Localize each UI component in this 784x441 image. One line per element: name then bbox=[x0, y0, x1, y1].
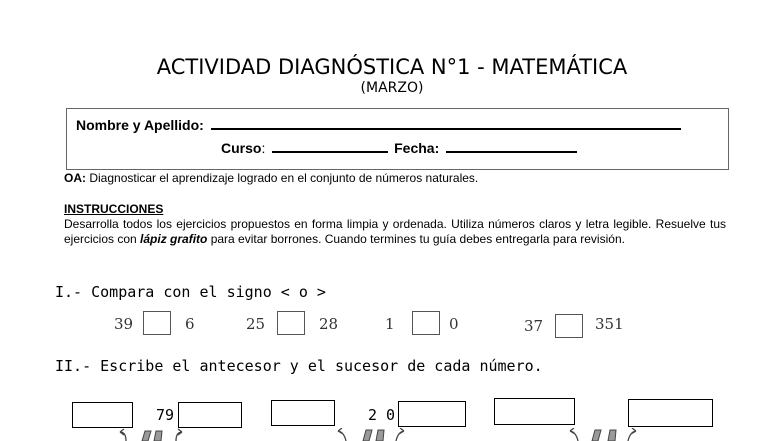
instructions-heading: INSTRUCCIONES bbox=[64, 202, 164, 216]
compare-pair-3 bbox=[385, 311, 465, 337]
compare-left: 1 bbox=[385, 315, 395, 333]
course-label: Curso bbox=[221, 140, 262, 156]
compare-pair-1 bbox=[114, 311, 204, 337]
compare-answer-box[interactable] bbox=[143, 311, 171, 335]
compare-right: 351 bbox=[595, 315, 624, 333]
objective bbox=[64, 171, 478, 185]
section1-title: I.- Compara con el signo < o > bbox=[55, 283, 326, 301]
instructions-emphasis: lápiz grafito bbox=[140, 232, 208, 246]
name-field[interactable] bbox=[211, 116, 681, 130]
objective-text: Diagnosticar el aprendizaje logrado en el conjunto de números naturales. bbox=[89, 171, 479, 185]
course-date-row bbox=[221, 139, 577, 156]
page-subtitle: (MARZO) bbox=[360, 80, 424, 96]
successor-box[interactable] bbox=[178, 402, 242, 428]
curved-arrows-icon bbox=[116, 428, 194, 441]
objective-label: OA: bbox=[64, 171, 86, 185]
predecessor-box[interactable] bbox=[72, 402, 133, 428]
successor-box[interactable] bbox=[628, 399, 713, 427]
compare-left: 39 bbox=[114, 315, 134, 333]
compare-left: 37 bbox=[524, 317, 544, 335]
student-info-box bbox=[66, 108, 729, 170]
instructions-text bbox=[64, 217, 726, 247]
given-number: 79 bbox=[156, 406, 175, 424]
page-title: ACTIVIDAD DIAGNÓSTICA N°1 - MATEMÁTICA bbox=[156, 55, 628, 79]
instructions-part1: Desarrolla todos los ejercicios propuestos en forma limpia y ordenada. Utiliza números claros y letra legible. Resuelve tus ejercicios con bbox=[64, 217, 726, 246]
course-field[interactable] bbox=[272, 139, 388, 153]
compare-answer-box[interactable] bbox=[555, 314, 583, 338]
compare-pair-4 bbox=[524, 311, 634, 337]
compare-left: 25 bbox=[246, 315, 266, 333]
compare-answer-box[interactable] bbox=[412, 311, 440, 335]
date-label: Fecha: bbox=[394, 140, 440, 156]
section2-title: II.- Escribe el antecesor y el sucesor de cada número. bbox=[55, 357, 543, 375]
predecessor-box[interactable] bbox=[271, 400, 335, 426]
predecessor-box[interactable] bbox=[494, 398, 575, 425]
given-number: 2 0 bbox=[368, 406, 396, 424]
course-colon: : bbox=[261, 140, 266, 156]
date-field[interactable] bbox=[446, 139, 577, 153]
compare-pair-2 bbox=[246, 311, 346, 337]
compare-right: 6 bbox=[185, 315, 195, 333]
name-row bbox=[76, 116, 681, 133]
compare-right: 0 bbox=[449, 315, 459, 333]
instructions-part2: para evitar borrones. Cuando termines tu guía debes entregarla para revisión. bbox=[207, 232, 625, 246]
curved-arrows-icon bbox=[562, 428, 644, 441]
successor-box[interactable] bbox=[398, 401, 466, 427]
compare-answer-box[interactable] bbox=[277, 311, 305, 335]
curved-arrows-icon bbox=[332, 428, 412, 441]
compare-right: 28 bbox=[319, 315, 339, 333]
name-label: Nombre y Apellido: bbox=[76, 117, 204, 133]
